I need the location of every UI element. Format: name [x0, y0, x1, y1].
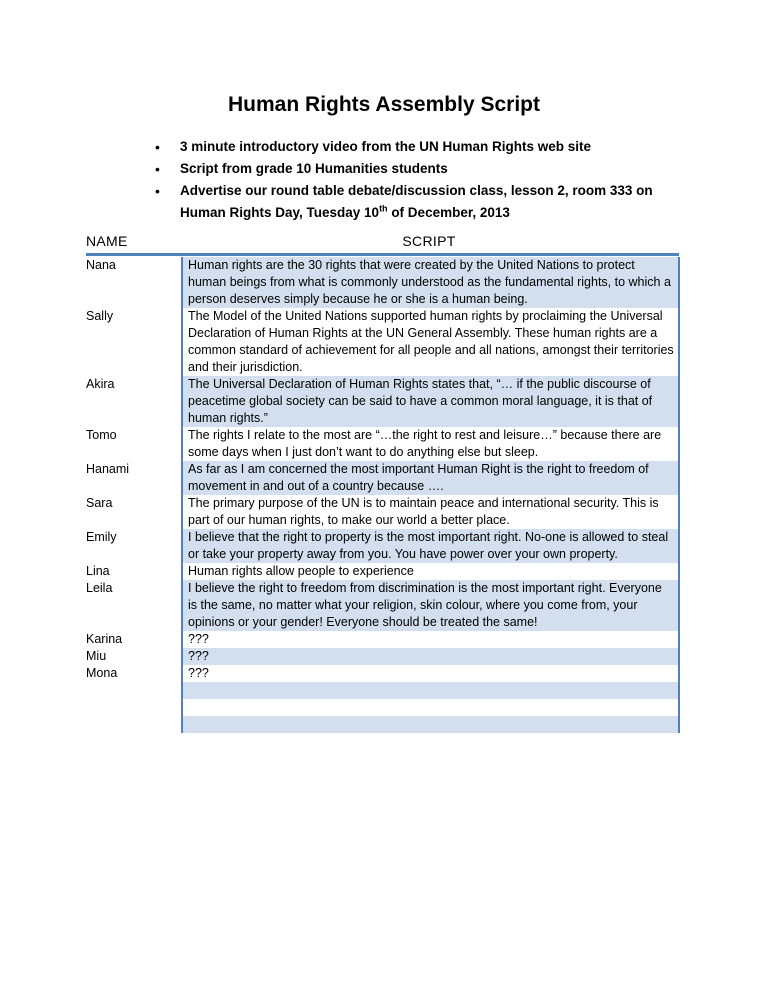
script-row: The primary purpose of the UN is to maintain peace and international security. This is part of our human rights, to make our world a better place.: [183, 495, 678, 529]
bullet-dot-icon: •: [155, 139, 160, 155]
student-name: Sally: [86, 309, 114, 323]
student-name: Miu: [86, 649, 107, 663]
script-row: ???: [183, 665, 678, 682]
header-divider: [86, 253, 679, 256]
student-name: Leila: [86, 581, 113, 595]
script-row: I believe the right to freedom from discrimination is the most important right. Everyone is the same, no matter what your religion, skin colour, where you come from, your opinions or your gender! Everyone should be treated the same!: [183, 580, 678, 631]
student-name: Nana: [86, 258, 116, 272]
name-column-header: NAME: [86, 233, 128, 249]
script-row: Human rights are the 30 rights that were created by the United Nations to protect human beings from what is commonly understood as the fundamental rights, to which a person deserves simply because he or she is a human being.: [183, 257, 678, 308]
student-name: Mona: [86, 666, 118, 680]
bullet-item: [155, 158, 675, 180]
student-name: Sara: [86, 496, 113, 510]
bullet-list: [155, 136, 675, 224]
student-name: Tomo: [86, 428, 117, 442]
student-name: Hanami: [86, 462, 130, 476]
student-name: Lina: [86, 564, 110, 578]
script-row: [183, 682, 678, 699]
script-column-header: SCRIPT: [402, 233, 456, 249]
page-title: Human Rights Assembly Script: [228, 93, 540, 116]
bullet-text-part: Advertise our round table debate/discussion class, lesson 2, room 333 on Human Rights Day, Tuesday 10: [180, 183, 653, 220]
bullet-item: [155, 136, 675, 158]
script-row: Human rights allow people to experience: [183, 563, 678, 580]
script-row: I believe that the right to property is the most important right. No-one is allowed to steal or take your property away from you. You have power over your own property.: [183, 529, 678, 563]
script-row: ???: [183, 648, 678, 665]
script-row: The Model of the United Nations supported human rights by proclaiming the Universal Declaration of Human Rights at the UN General Assembly. These human rights are a common standard of achievement for all people and all nations, amongst their territories and their jurisdiction.: [183, 308, 678, 376]
script-row: [183, 716, 678, 733]
script-table: [181, 257, 680, 733]
bullet-text-part: of December, 2013: [387, 205, 510, 220]
bullet-dot-icon: •: [155, 161, 160, 177]
bullet-text: 3 minute introductory video from the UN Human Rights web site: [180, 139, 592, 154]
bullet-dot-icon: •: [155, 183, 160, 199]
bullet-text: [180, 183, 653, 220]
script-row: The Universal Declaration of Human Rights states that, “… if the public discourse of peacetime global society can be said to have a common moral language, it is that of human rights.”: [183, 376, 678, 427]
bullet-item: [155, 180, 675, 224]
ordinal-suffix: th: [379, 203, 388, 214]
script-row: The rights I relate to the most are “…the right to rest and leisure…” because there are some days when I just don’t want to do anything else but sleep.: [183, 427, 678, 461]
script-row: ???: [183, 631, 678, 648]
student-name: Karina: [86, 632, 123, 646]
student-name: Akira: [86, 377, 115, 391]
script-row: As far as I am concerned the most important Human Right is the right to freedom of movement in and out of a country because ….: [183, 461, 678, 495]
script-row: [183, 699, 678, 716]
bullet-text: Script from grade 10 Humanities students: [180, 161, 448, 176]
student-name: Emily: [86, 530, 117, 544]
